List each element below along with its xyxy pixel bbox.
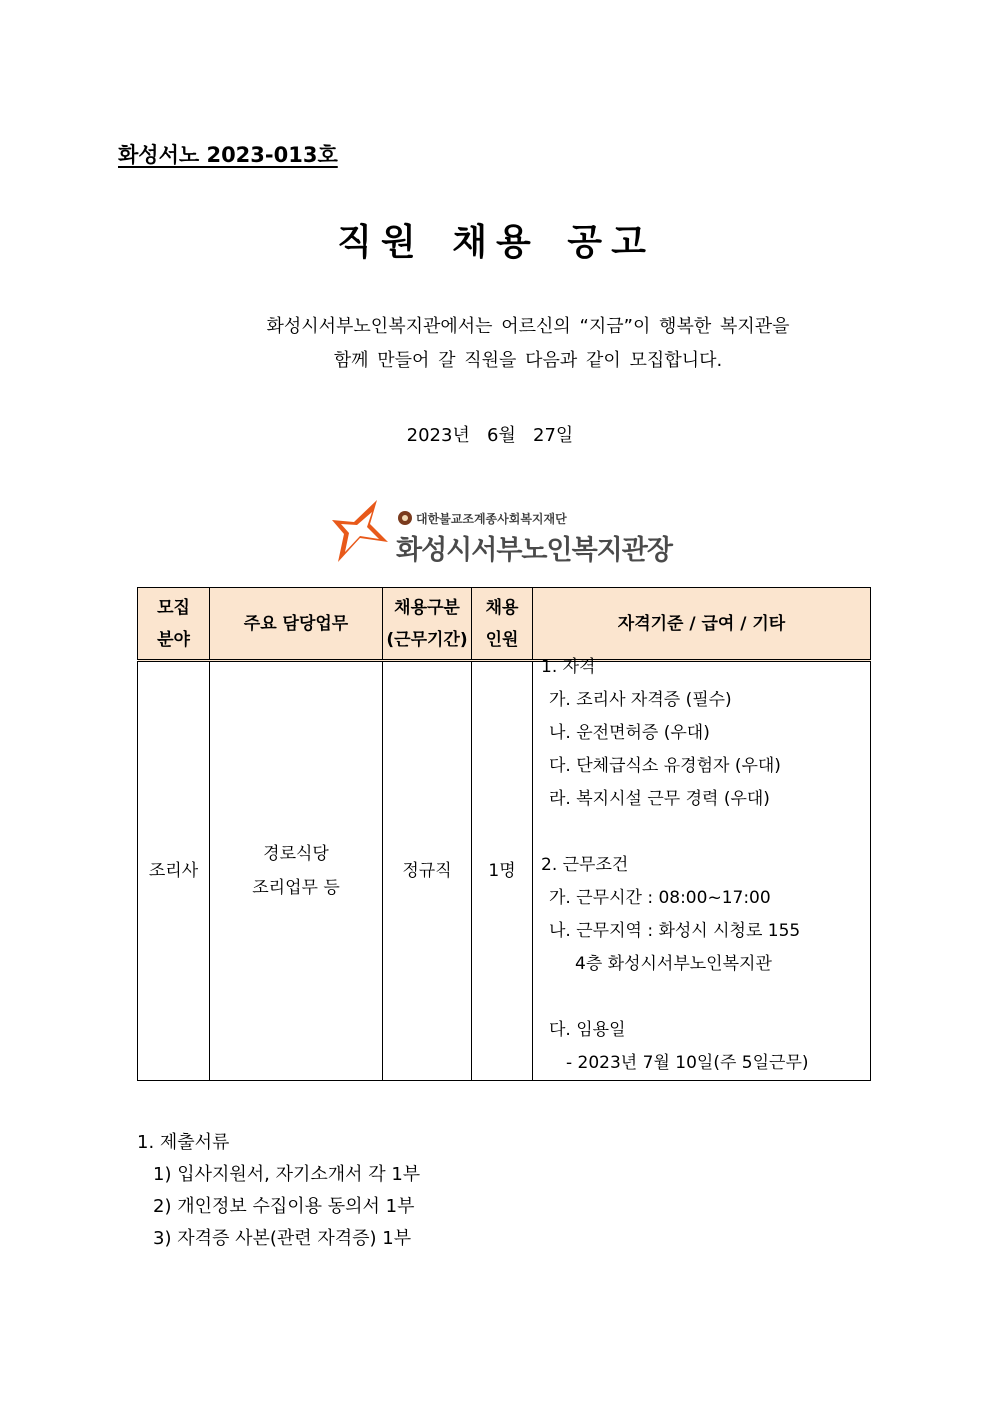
qualification-item: 라. 복지시설 근무 경력 (우대): [549, 789, 770, 809]
qualifications-title: 1. 자격: [541, 657, 596, 677]
header-criteria: 자격기준 / 급여 / 기타: [533, 588, 871, 661]
document-number: 화성서노 2023-013호: [118, 143, 338, 167]
cell-field: 조리사: [138, 661, 210, 1081]
recruitment-table: [137, 587, 871, 1081]
table-row: [138, 661, 871, 1081]
cell-count: 1명: [472, 661, 533, 1081]
cell-criteria: [533, 657, 871, 1081]
foundation-name: [398, 510, 567, 527]
conditions-title: 2. 근무조건: [541, 855, 629, 875]
temple-seal-icon: [398, 511, 412, 525]
condition-start-detail: - 2023년 7월 10일(주 5일근무): [566, 1053, 809, 1073]
condition-location: 나. 근무지역 : 화성시 시청로 155: [549, 921, 801, 941]
qualification-item: 다. 단체급식소 유경험자 (우대): [549, 756, 781, 776]
intro-line-1: 화성시서부노인복지관에서는 어르신의 “지금”이 행복한 복지관을: [266, 316, 790, 337]
qualification-item: 나. 운전면허증 (우대): [549, 723, 710, 743]
header-count: 채용 인원: [472, 588, 533, 661]
required-documents: [137, 1127, 420, 1255]
cell-duties: 경로식당 조리업무 등: [210, 661, 383, 1081]
header-duties: 주요 담당업무: [210, 588, 383, 661]
condition-location-detail: 4층 화성시서부노인복지관: [575, 954, 772, 974]
condition-hours: 가. 근무시간 : 08:00~17:00: [549, 888, 771, 908]
star-logo-icon: [330, 498, 390, 564]
document-item: 1) 입사지원서, 자기소개서 각 1부: [153, 1164, 421, 1185]
foundation-label: 대한불교조계종사회복지재단: [416, 512, 567, 526]
header-field: 모집 분야: [138, 588, 210, 661]
header-type: 채용구분 (근무기간): [383, 588, 472, 661]
intro-line-2: 함께 만들어 갈 직원을 다음과 같이 모집합니다.: [333, 350, 723, 371]
document-item: 2) 개인정보 수집이용 동의서 1부: [153, 1196, 415, 1217]
qualification-item: 가. 조리사 자격증 (필수): [549, 690, 732, 710]
page-title: 직원 채용 공고: [337, 222, 655, 263]
condition-start-title: 다. 임용일: [549, 1020, 626, 1040]
cell-type: 정규직: [383, 661, 472, 1081]
table-header-row: [138, 588, 871, 661]
announcement-date: 2023년 6월 27일: [406, 425, 574, 446]
document-item: 3) 자격증 사본(관련 자격증) 1부: [153, 1228, 412, 1249]
center-name: 화성시서부노인복지관장: [396, 535, 672, 566]
documents-title: 1. 제출서류: [137, 1132, 230, 1153]
organization-logo: [330, 498, 670, 566]
